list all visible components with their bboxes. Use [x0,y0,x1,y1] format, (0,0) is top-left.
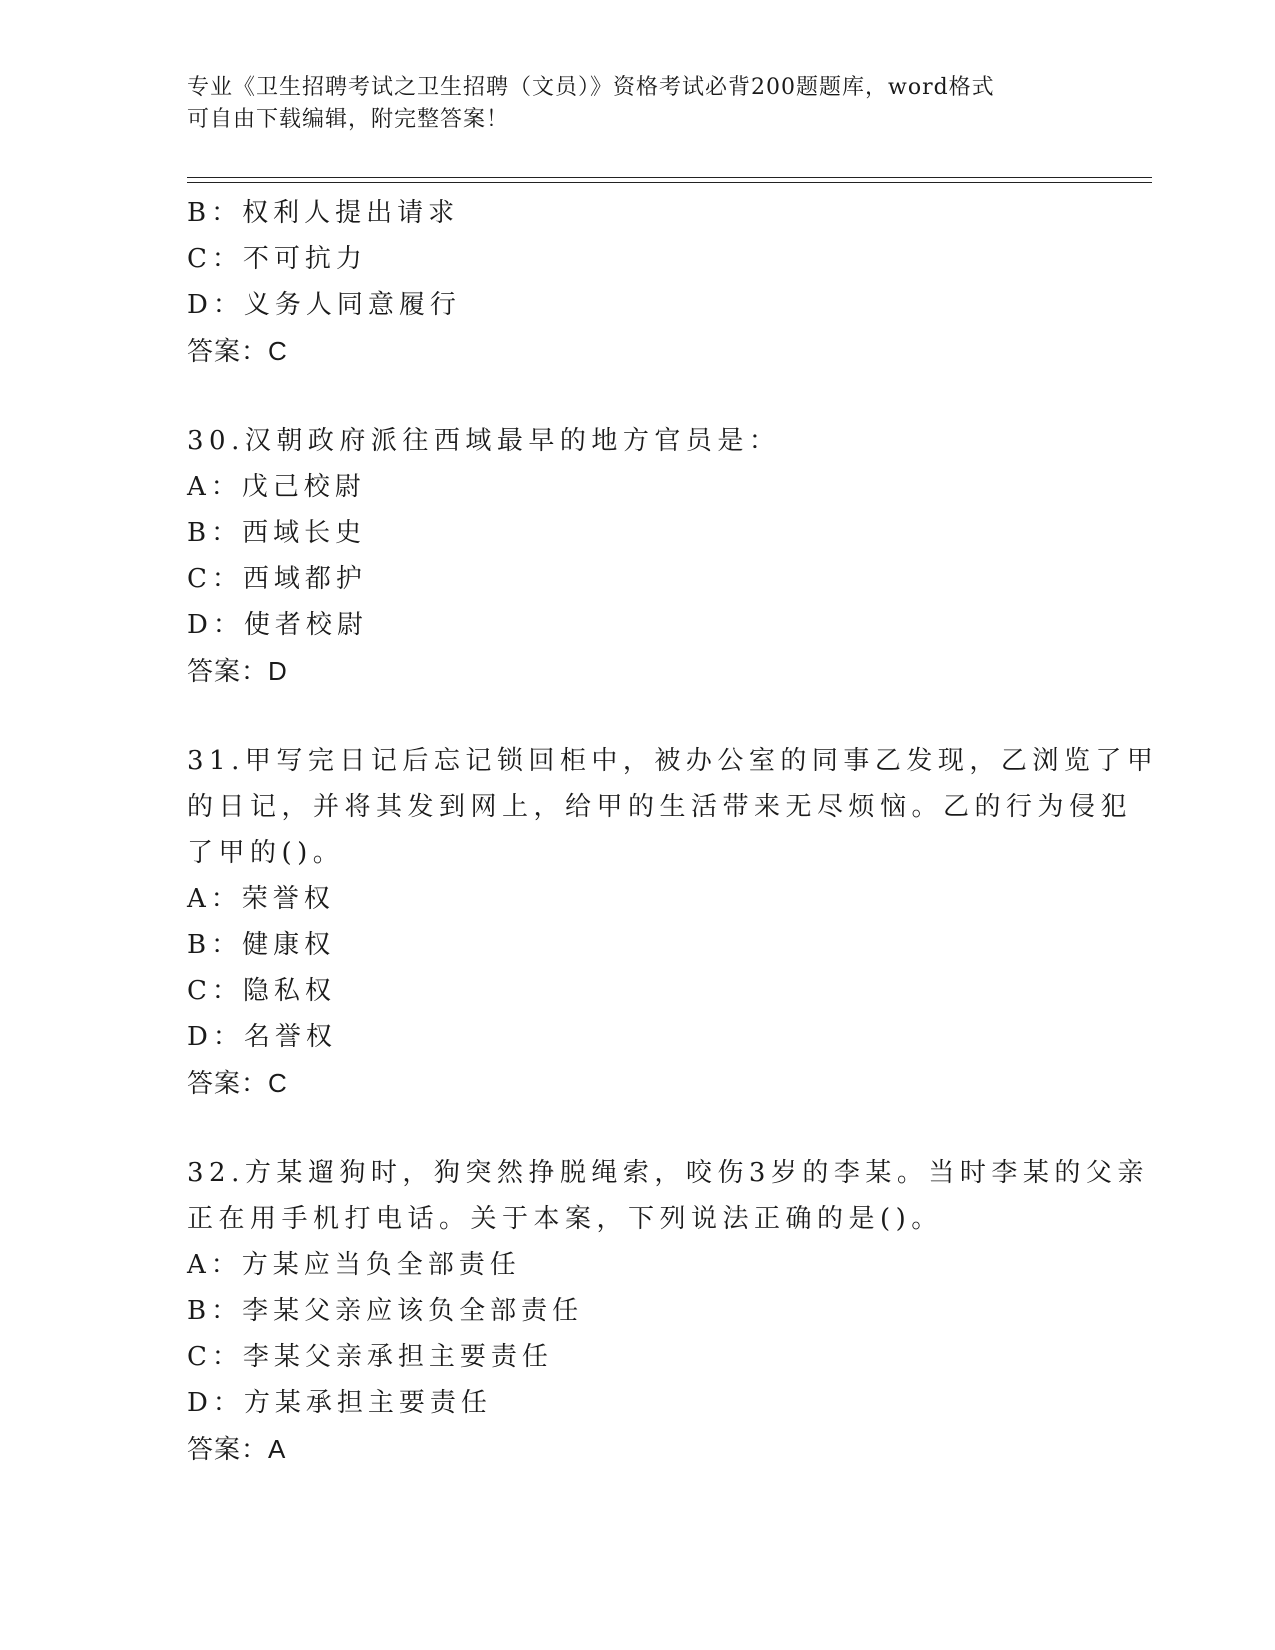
answer-line: 答案：A [187,1434,287,1464]
answer-line: 答案：C [187,336,288,366]
option-d: D：义务人同意履行 [187,290,461,320]
header-divider-top [187,177,1152,178]
document-header [187,72,1067,136]
answer-line: 答案：D [187,656,288,686]
option-b: B：健康权 [187,930,336,960]
question-31 [187,738,1159,1106]
answer-line: 答案：C [187,1068,288,1098]
option-d: D：使者校尉 [187,610,368,640]
question-30 [187,418,1087,694]
question-text [187,418,1087,464]
header-line-2: 可自由下载编辑，附完整答案！ [187,107,510,132]
header-line-1: 专业《卫生招聘考试之卫生招聘（文员）》资格考试必背200题题库，word格式 [187,75,995,100]
option-c: C：隐私权 [187,976,336,1006]
spacer [187,374,1087,418]
option-c: C：不可抗力 [187,244,367,274]
option-b: B：权利人提出请求 [187,198,460,228]
question-text-line: 正在用手机打电话。关于本案，下列说法正确的是()。 [187,1204,943,1234]
option-d: D：方某承担主要责任 [187,1388,492,1418]
option-b: B：西域长史 [187,518,367,548]
option-c: C：西域都护 [187,564,367,594]
option-d: D：名誉权 [187,1022,337,1052]
option-c: C：李某父亲承担主要责任 [187,1342,553,1372]
spacer [187,1106,1087,1150]
question-text-line: 31.甲写完日记后忘记锁回柜中，被办公室的同事乙发现，乙浏览了甲 [187,746,1159,776]
option-a: A：荣誉权 [187,884,335,914]
spacer [187,694,1087,738]
question-text [187,738,1159,876]
question-text-line: 32.方某遛狗时，狗突然挣脱绳索，咬伤3岁的李某。当时李某的父亲 [187,1158,1149,1188]
question-text-line: 的日记，并将其发到网上，给甲的生活带来无尽烦恼。乙的行为侵犯 [187,792,1133,822]
question-list [187,190,1159,1472]
question-text [187,1150,1149,1242]
option-a: A：方某应当负全部责任 [187,1250,521,1280]
header-divider-bottom [187,182,1152,183]
question-text-line: 30.汉朝政府派往西域最早的地方官员是： [187,426,781,456]
option-a: A：戊己校尉 [187,472,366,502]
option-b: B：李某父亲应该负全部责任 [187,1296,584,1326]
question-32 [187,1150,1149,1472]
question-text-line: 了甲的()。 [187,838,345,868]
question-29-continued [187,190,1087,374]
